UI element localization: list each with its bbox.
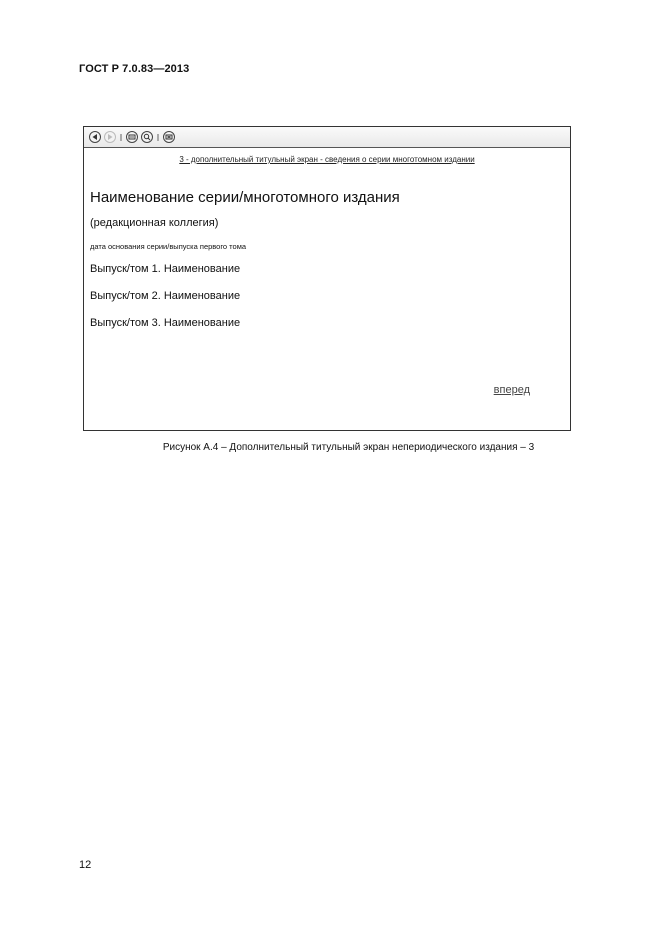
exit-icon[interactable] (163, 131, 175, 143)
editorial-board: (редакционная коллегия) (90, 217, 219, 229)
toolbar (84, 127, 570, 148)
contents-icon[interactable] (126, 131, 138, 143)
volume-item[interactable]: Выпуск/том 3. Наименование (90, 317, 241, 329)
figure-caption: Рисунок А.4 – Дополнительный титульный экран непериодического издания – 3 (162, 442, 535, 453)
screen-heading: 3 - дополнительный титульный экран - сведения о серии многотомном издании (179, 155, 475, 164)
founding-date: дата основания серии/выпуска первого тома (90, 242, 247, 251)
search-icon[interactable] (141, 131, 153, 143)
title-screen-mockup (83, 126, 571, 431)
back-icon[interactable] (89, 131, 101, 143)
toolbar-separator (120, 134, 122, 141)
next-link[interactable]: вперед (493, 384, 530, 396)
volume-item[interactable]: Выпуск/том 2. Наименование (90, 290, 241, 302)
standard-header: ГОСТ Р 7.0.83—2013 (79, 63, 190, 75)
volume-item[interactable]: Выпуск/том 1. Наименование (90, 263, 241, 275)
series-title: Наименование серии/многотомного издания (90, 189, 400, 206)
forward-icon[interactable] (104, 131, 116, 143)
toolbar-separator (157, 134, 159, 141)
page-number: 12 (79, 859, 92, 871)
